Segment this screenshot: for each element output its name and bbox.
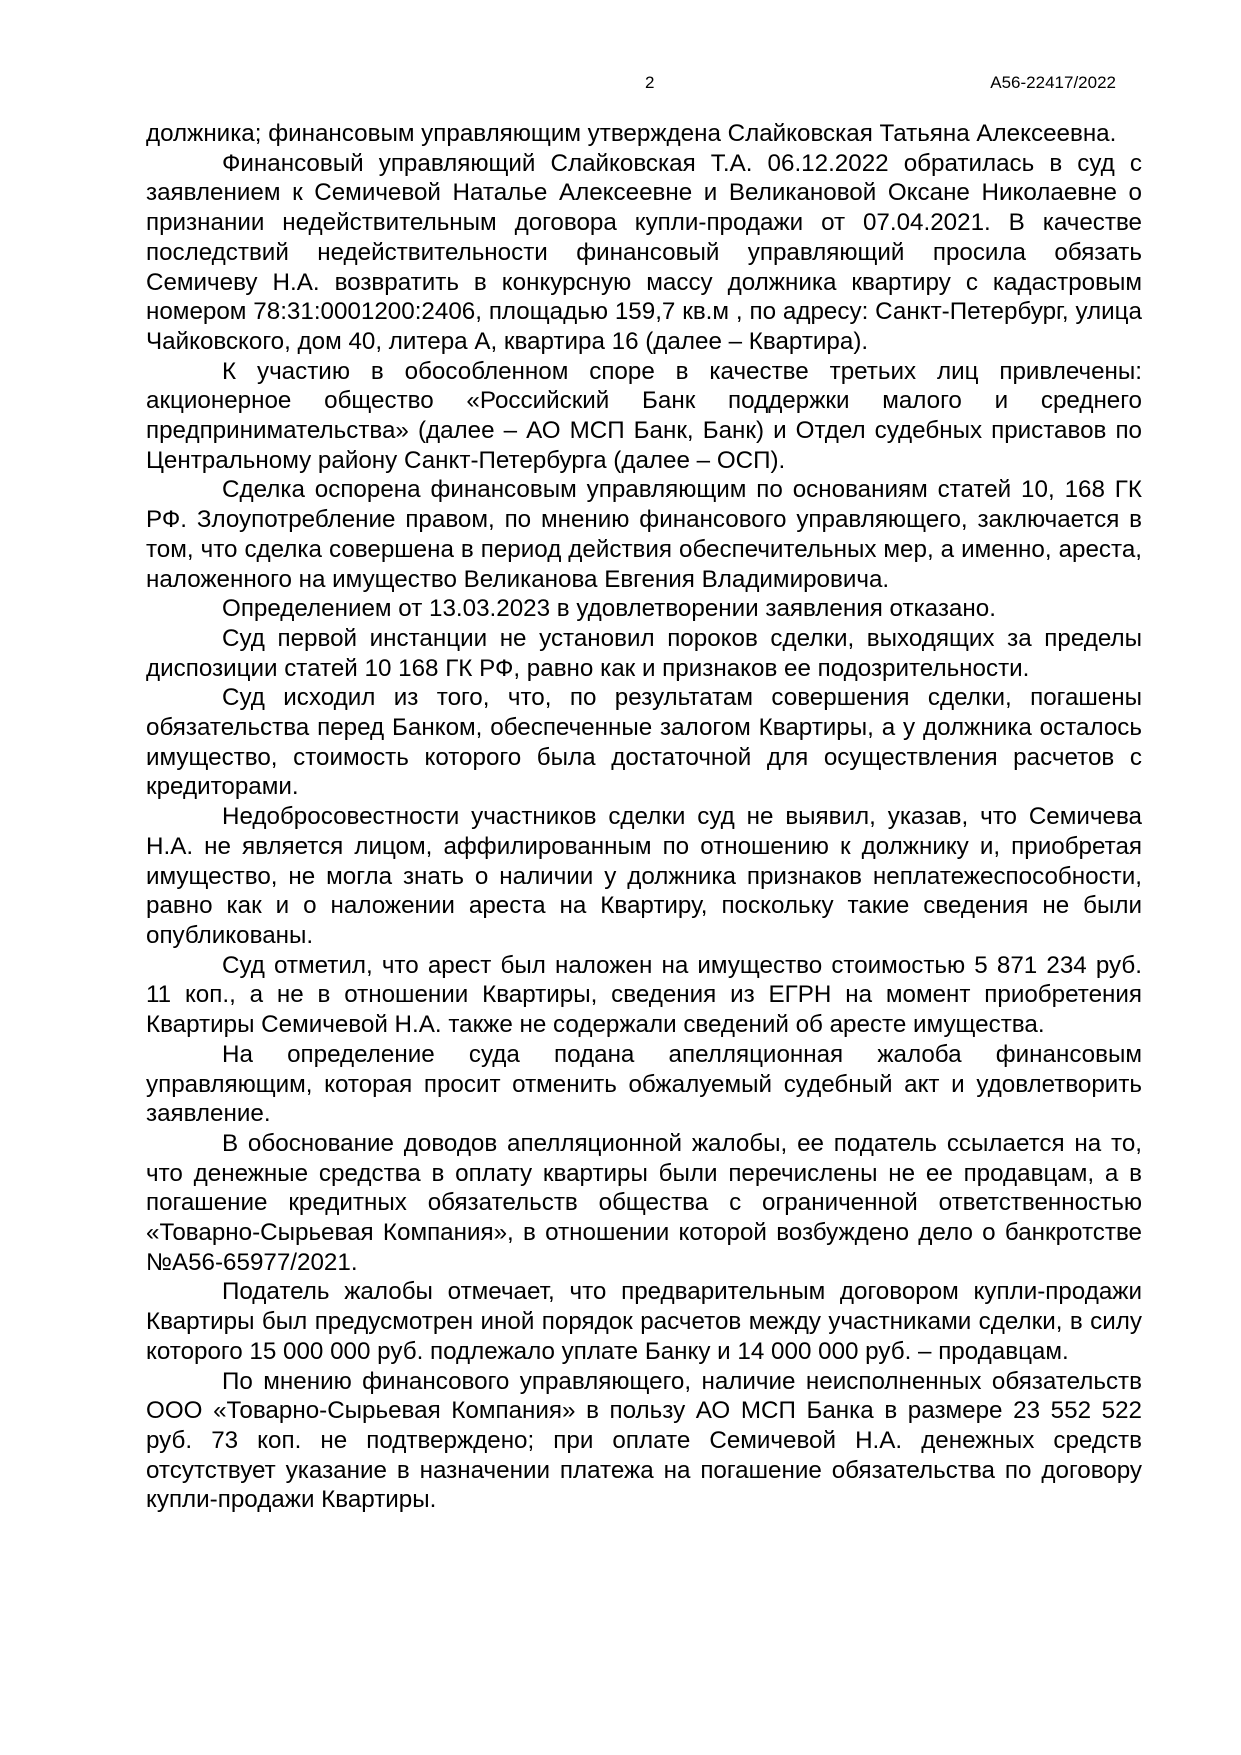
paragraph: Суд первой инстанции не установил пороков сделки, выходящих за пределы диспозиции статей 10 168 ГК РФ, равно как и признаков ее подозрительности. (146, 624, 1142, 682)
case-number: А56-22417/2022 (990, 73, 1116, 92)
paragraph: Податель жалобы отмечает, что предварительным договором купли-продажи Квартиры был предусмотрен иной порядок расчетов между участниками сделки, в силу которого 15 000 000 руб. подлежало уплате Банку и 14 000 000 руб. – продавцам. (146, 1278, 1142, 1365)
paragraph: Недобросовестности участников сделки суд не выявил, указав, что Семичева Н.А. не является лицом, аффилированным по отношению к должнику и, приобретая имущество, не могла знать о наличии у должника признаков неплатежеспособности, равно как и о наложении ареста на Квартиру, поскольку такие сведения не были опубликованы. (146, 803, 1142, 949)
paragraph: По мнению финансового управляющего, наличие неисполненных обязательств ООО «Товарно-Сырьевая Компания» в пользу АО МСП Банка в размере 23 552 522 руб. 73 коп. не подтверждено; при оплате Семичевой Н.А. денежных средств отсутствует указание в назначении платежа на погашение обязательства по договору купли-продажи Квартиры. (146, 1367, 1142, 1514)
paragraph: На определение суда подана апелляционная жалоба финансовым управляющим, которая просит отменить обжалуемый судебный акт и удовлетворить заявление. (146, 1040, 1142, 1128)
page-number: 2 (645, 73, 655, 92)
paragraph: Финансовый управляющий Слайковская Т.А. 06.12.2022 обратилась в суд с заявлением к Семичевой Наталье Алексеевне и Великановой Оксане Николаевне о признании недействительным договора купли-продажи от 07.04.2021. В качестве последствий недействительности финансовый управляющий просила обязать Семичеву Н.А. возвратить в конкурсную массу должника квартиру с кадастровым номером 78:31:0001200:2406, площадью 159,7 кв.м , по адресу: Санкт-Петербург, улица Чайковского, дом 40, литера А, квартира 16 (далее – Квартира). (146, 149, 1142, 355)
paragraph: должника; финансовым управляющим утверждена Слайковская Татьяна Алексеевна. (146, 120, 1117, 147)
paragraph: Сделка оспорена финансовым управляющим по основаниям статей 10, 168 ГК РФ. Злоупотребление правом, по мнению финансового управляющего, заключается в том, что сделка совершена в период действия обеспечительных мер, а именно, ареста, наложенного на имущество Великанова Евгения Владимировича. (146, 476, 1142, 593)
paragraph: В обоснование доводов апелляционной жалобы, ее податель ссылается на то, что денежные средства в оплату квартиры были перечислены не ее продавцам, а в погашение кредитных обязательств общества с ограниченной ответственностью «Товарно-Сырьевая Компания», в отношении которой возбуждено дело о банкротстве №А56-65977/2021. (146, 1129, 1142, 1276)
document-body (146, 119, 1142, 1515)
paragraph: Суд исходил из того, что, по результатам совершения сделки, погашены обязательства перед Банком, обеспеченные залогом Квартиры, а у должника осталось имущество, стоимость которого была достаточной для осуществления расчетов с кредиторами. (146, 684, 1142, 801)
paragraph: Суд отметил, что арест был наложен на имущество стоимостью 5 871 234 руб. 11 коп., а не в отношении Квартиры, сведения из ЕГРН на момент приобретения Квартиры Семичевой Н.А. также не содержали сведений об аресте имущества. (146, 951, 1142, 1039)
paragraph: Определением от 13.03.2023 в удовлетворении заявления отказано. (222, 595, 996, 623)
paragraph: К участию в обособленном споре в качестве третьих лиц привлечены: акционерное общество «Российский Банк поддержки малого и среднего предпринимательства» (далее – АО МСП Банк, Банк) и Отдел судебных приставов по Центральному району Санкт-Петербурга (далее – ОСП). (146, 357, 1142, 474)
